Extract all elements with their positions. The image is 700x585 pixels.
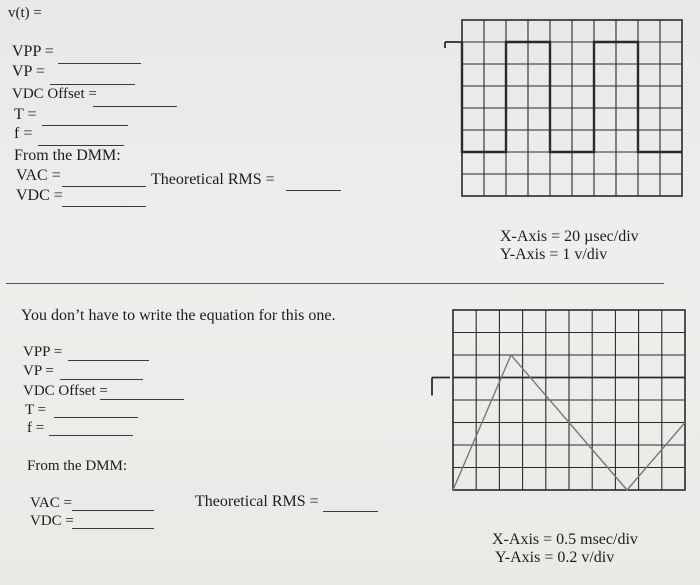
y-axis-setting-2: Y-Axis = 0.2 v/div	[495, 549, 615, 566]
vac-label: VAC =	[16, 167, 61, 184]
theoretical-rms-label-2: Theoretical RMS =	[195, 493, 319, 510]
vpp-label: VPP =	[12, 43, 54, 60]
x-axis-setting: X-Axis = 20 µsec/div	[500, 228, 639, 245]
dmm-heading-2: From the DMM:	[27, 458, 128, 474]
theoretical-rms-label: Theoretical RMS =	[151, 171, 275, 188]
vdc-label-2: VDC =	[30, 513, 74, 529]
vac-label-2: VAC =	[30, 495, 72, 511]
vdc-label: VDC =	[16, 187, 63, 204]
period-label-2: T =	[25, 402, 47, 418]
scope-grid-bottom	[432, 310, 685, 490]
vp-label: VP =	[12, 63, 45, 80]
dmm-heading: From the DMM:	[14, 147, 121, 164]
freq-label-2: f =	[27, 420, 45, 436]
period-label: T =	[14, 106, 37, 123]
instruction-text: You don’t have to write the equation for this one.	[21, 307, 336, 324]
freq-label: f =	[14, 125, 33, 142]
vpp-label-2: VPP =	[23, 344, 63, 360]
x-axis-setting-2: X-Axis = 0.5 msec/div	[492, 531, 638, 548]
vdc-offset-label-2: VDC Offset =	[23, 383, 108, 399]
vdc-offset-label: VDC Offset =	[12, 86, 97, 102]
vp-label-2: VP =	[23, 363, 54, 379]
scope-grid-top	[445, 20, 682, 196]
y-axis-setting: Y-Axis = 1 v/div	[500, 246, 608, 263]
equation-label: v(t) =	[8, 5, 42, 21]
